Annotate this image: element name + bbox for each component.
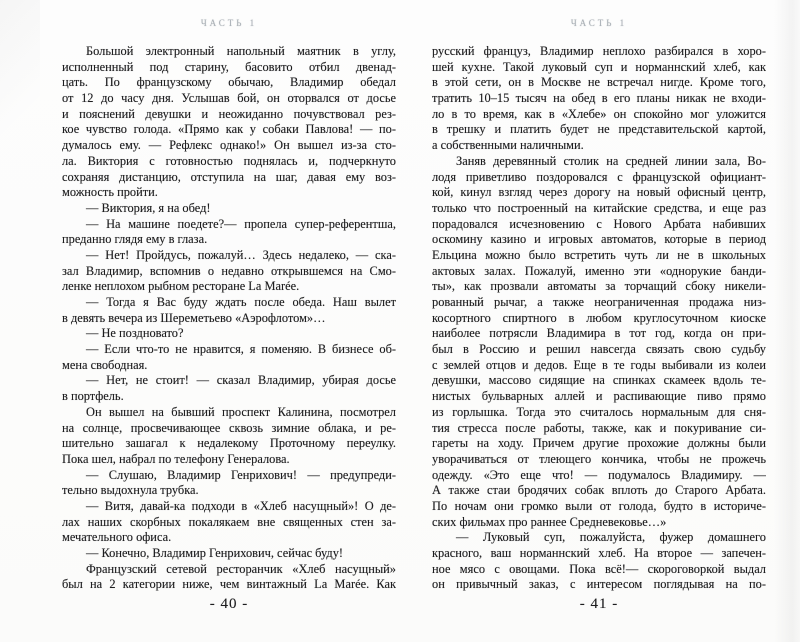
page-number: - 41 - — [579, 596, 619, 612]
page-text-block — [432, 44, 766, 593]
text-line: и пояснений девушки и неожиданно почувствовал рез- — [62, 106, 396, 121]
running-header: ЧАСТЬ 1 — [570, 18, 628, 28]
text-line: актовых залах. Пожалуй, именно эти «однорукие банди- — [432, 263, 766, 278]
text-line: тия стресса после работы, также, как и покуривание си- — [432, 420, 766, 435]
text-line: мена свободная. — [62, 357, 148, 372]
text-line: лодя приветливо поздоровался с французской официант- — [432, 169, 766, 184]
page-text-block — [62, 44, 396, 593]
text-line: — Луковый суп, пожалуйста, фужер домашнего — [456, 530, 766, 545]
text-line: в девять вечера из Шереметьево «Аэрофлотом»… — [62, 310, 326, 325]
text-line: уворачиваться от тлеющего кончика, чтобы не прожечь — [432, 451, 766, 466]
text-line: тратить 10–15 тысяч на обед в его планы никак не входи- — [432, 91, 766, 106]
text-line: ло в то время, как в «Хлебе» он спокойно мог уложится — [432, 106, 766, 121]
text-line: был в Россию и решил навсегда связать свою судьбу — [432, 342, 766, 357]
text-line: ное мясо с овощами. Пока всё!— скороговоркой выдал — [432, 561, 766, 576]
text-line: наиболее потрясли Владимира в тот год, когда он при- — [432, 326, 766, 341]
text-line: порадовался исчезновению с Нового Арбата набивших — [432, 216, 766, 231]
text-line: ла. Виктория с готовностью поднялась и, подчеркнуто — [62, 153, 396, 168]
text-line: — Нет, не стоит! — сказал Владимир, убирая досье — [86, 373, 396, 388]
text-line: ских фильмах про раннее Средневековье…» — [432, 514, 667, 529]
text-line: Ельцина можно было встретить чуть ли не в школьных — [432, 247, 766, 262]
scan-shadow-right — [774, 0, 800, 642]
text-line: из горлышка. Тогда это считалось нормальным для сня- — [432, 404, 766, 419]
page-right — [432, 0, 766, 642]
text-line: в трешку и платить будет не представительской картой, — [432, 122, 766, 137]
text-line: в портфель. — [62, 389, 124, 404]
text-line: думалось ему. — Рефлекс однако!» Он вышел из-за сто- — [62, 138, 396, 153]
text-line: на солнце, просвечивающее сквозь зимние облака, и ре- — [62, 420, 396, 435]
text-line: можность пройти. — [62, 185, 158, 200]
text-line: шительно зашагал к недалекому Проточному переулку. — [62, 436, 396, 451]
text-line: зал Владимир, вспомнив о недавно открывшемся на Смо- — [62, 263, 396, 278]
text-line: — Виктория, я на обед! — [86, 200, 211, 215]
text-line: преданно глядя ему в глаза. — [62, 232, 208, 247]
page-number: - 40 - — [209, 596, 249, 612]
text-line: Французский сетевой ресторанчик «Хлеб насущный» — [86, 561, 396, 576]
text-line: кое чувство голода. «Прямо как у собаки Павлова! — по- — [62, 122, 396, 137]
text-line: лах наших скорбных покалякаем вне священных стен за- — [62, 514, 396, 529]
text-line: от 12 до часу дня. Услышав бой, он оторвался от досье — [62, 91, 396, 106]
text-line: Заняв деревянный столик на средней линии зала, Во- — [456, 153, 766, 168]
text-line: шей кухне. Такой луковый суп и норманнский хлеб, как — [432, 59, 766, 74]
text-line: А также стаи бродячих собак вплоть до Старого Арбата. — [432, 483, 766, 498]
text-line: был на 2 категории ниже, чем винтажный La Marée. Как — [62, 577, 396, 592]
text-line: ты», как прозвали автоматы за торчащий сбоку никели- — [432, 279, 766, 294]
text-line: — Витя, давай-ка подходи в «Хлеб насущный»! О де- — [86, 498, 396, 513]
text-line: косортного спиртного в любом круглосуточном киоске — [432, 310, 766, 325]
text-line: кой, кинул взгляд через дорогу на новый офисный центр, — [432, 185, 766, 200]
text-line: мечательного офиса. — [62, 530, 172, 545]
scan-shadow-left — [0, 0, 40, 160]
text-line: — Нет! Пройдусь, пожалуй… Здесь недалеко, — ска- — [86, 247, 396, 262]
text-line: Большой электронный напольный маятник в углу, — [86, 44, 396, 58]
text-line: оскомину казино и игровых автоматов, которые в период — [432, 232, 766, 247]
text-line: одежду. «Это еще что! — подумалось Владимиру. — — [432, 467, 766, 482]
text-line: нистых бульварных аллей и распивающие пиво прямо — [432, 389, 766, 404]
text-line: рованный рычаг, а также неограниченная продажа низ- — [432, 295, 766, 309]
text-line: — Слушаю, Владимир Генрихович! — предупреди- — [86, 467, 396, 482]
text-line: а собственными наличными. — [432, 138, 584, 153]
running-header: ЧАСТЬ 1 — [200, 18, 258, 28]
text-line: тельно выдохнула трубка. — [62, 483, 199, 498]
text-line: цать. По французскому обычаю, Владимир обедал — [62, 75, 396, 90]
text-line: с землей отцов и дедов. Еще в те годы выбивали из колеи — [432, 357, 766, 372]
text-line: сохраняя дистанцию, отступила на шаг, давая ему воз- — [62, 169, 396, 184]
text-line: — Если что-то не нравится, я поменяю. В бизнесе об- — [86, 342, 396, 357]
text-line: он привычный заказ, с интересом поглядывая на по- — [432, 577, 766, 592]
text-line: — Конечно, Владимир Генрихович, сейчас буду! — [86, 546, 344, 560]
text-line: — Не поздновато? — [86, 326, 184, 341]
text-line: исполненный под старину, басовито отбил двенад- — [62, 59, 396, 74]
text-line: — На машине поедете?— пропела супер-референтша, — [86, 216, 396, 231]
text-line: Он вышел на бывший проспект Калинина, посмотрел — [86, 404, 396, 419]
text-line: По ночам они громко выли от голода, будто в историче- — [432, 498, 766, 513]
page-left — [62, 0, 396, 642]
text-line: гареты на ходу. Причем другие прохожие должны были — [432, 436, 766, 451]
text-line: русский француз, Владимир неплохо разбирался в хоро- — [432, 44, 766, 58]
text-line: девушки, массово сидящие на спинках скамеек вдоль те- — [432, 373, 766, 388]
text-line: красного, ваш норманнский хлеб. На второе — запечен- — [432, 546, 766, 560]
text-line: Пока шел, набрал по телефону Генералова. — [62, 451, 290, 466]
text-line: ленке неплохом рыбном ресторане La Marée. — [62, 279, 300, 294]
text-line: только что построенный на китайские средства, и еще раз — [432, 200, 766, 215]
text-line: в этой сети, он в Москве не встречал нигде. Кроме того, — [432, 75, 766, 90]
text-line: — Тогда я Вас буду ждать после обеда. Наш вылет — [86, 295, 396, 309]
